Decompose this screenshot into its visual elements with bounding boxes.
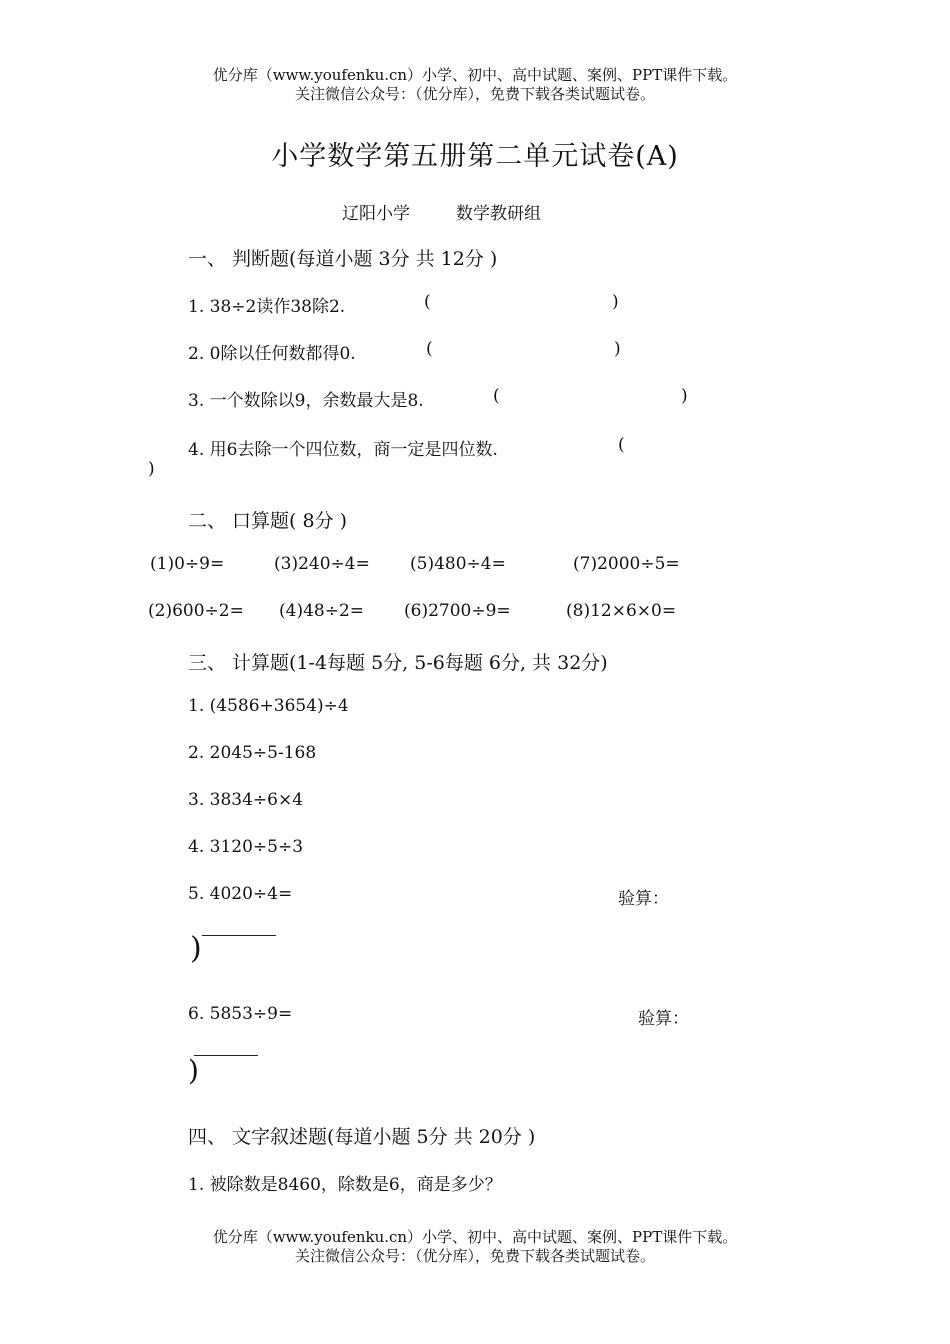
calc-question-6: 6. 5853÷9= [188,1004,293,1024]
answer-close-paren: ) [612,292,619,312]
answer-open-paren: ( [493,386,500,406]
group-name: 数学教研组 [456,204,541,224]
oral-item: (7)2000÷5= [573,554,680,574]
answer-close-paren: ) [614,339,621,359]
oral-item: (4)48÷2= [279,601,365,621]
calc-question-2: 2. 2045÷5-168 [188,743,317,763]
footer-line-1: 优分库（www.youfenku.cn）小学、初中、高中试题、案例、PPT课件下载。 [212,1228,738,1246]
section-2-heading: 二、 口算题( 8分 ) [188,510,348,532]
oral-item: (8)12×6×0= [566,601,677,621]
answer-close-paren: ) [681,386,688,406]
answer-close-paren: ) [148,459,155,479]
judge-question-1: 1. 38÷2读作38除2. [188,297,346,317]
section-1-heading: 一、 判断题(每道小题 3分 共 12分 ) [188,248,498,270]
oral-item: (2)600÷2= [148,601,244,621]
school-name: 辽阳小学 [342,204,410,224]
header-line-1: 优分库（www.youfenku.cn）小学、初中、高中试题、案例、PPT课件下载。 [212,66,738,84]
footer-line-2: 关注微信公众号：（优分库），免费下载各类试题试卷。 [294,1247,655,1265]
section-4-heading: 四、 文字叙述题(每道小题 5分 共 20分 ) [188,1126,536,1148]
answer-open-paren: ( [618,435,625,455]
answer-open-paren: ( [426,339,433,359]
long-division-bracket: ) [190,932,280,972]
calc-question-1: 1. (4586+3654)÷4 [188,696,349,716]
page-title: 小学数学第五册第二单元试卷(A) [271,141,679,172]
judge-question-2: 2. 0除以任何数都得0. [188,344,356,364]
oral-item: (1)0÷9= [150,554,225,574]
calc-question-4: 4. 3120÷5÷3 [188,837,304,857]
answer-open-paren: ( [424,292,431,312]
check-label: 验算： [638,1009,689,1029]
section-3-heading: 三、 计算题(1-4每题 5分, 5-6每题 6分, 共 32分) [188,652,608,674]
long-division-bracket: ) [188,1052,268,1092]
oral-item: (6)2700÷9= [404,601,511,621]
oral-item: (5)480÷4= [410,554,506,574]
word-question-1: 1. 被除数是8460，除数是6，商是多少？ [188,1175,502,1195]
oral-item: (3)240÷4= [274,554,370,574]
calc-question-5: 5. 4020÷4= [188,884,293,904]
judge-question-4: 4. 用6去除一个四位数，商一定是四位数. [188,440,498,460]
judge-question-3: 3. 一个数除以9，余数最大是8. [188,391,424,411]
header-line-2: 关注微信公众号：（优分库），免费下载各类试题试卷。 [294,85,655,103]
check-label: 验算： [618,889,669,909]
calc-question-3: 3. 3834÷6×4 [188,790,304,810]
